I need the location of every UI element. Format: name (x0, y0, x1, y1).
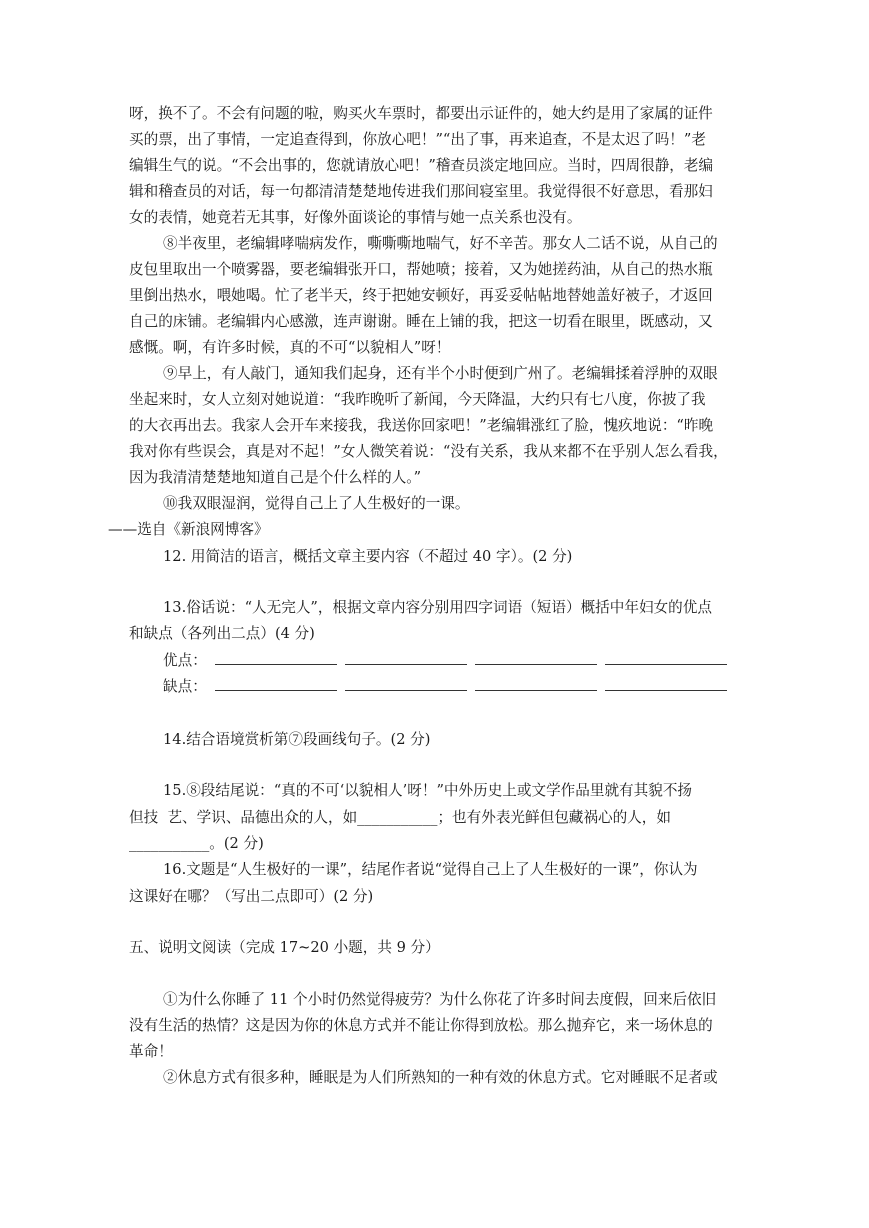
story-line: 皮包里取出一个喷雾器，要老编辑张开口，帮她喷；接着，又为她搓药油，从自己的热水瓶 (129, 261, 713, 278)
story-line: 里倒出热水，喂她喝。忙了老半天，终于把她安顿好，再妥妥帖帖地替她盖好被子，才返回 (129, 287, 713, 304)
answer-blank[interactable] (605, 690, 727, 691)
question-15-line: ___________。(2 分) (129, 835, 264, 852)
answer-blank[interactable] (475, 690, 597, 691)
question-15-line: 但技 艺、学识、品德出众的人，如___________；也有外表光鲜但包藏祸心的人，如 (129, 809, 671, 826)
story-line: 买的票，出了事情，一定追查得到，你放心吧！”“出了事，再来追查，不是太迟了吗！”老 (129, 131, 706, 148)
section-line: 革命！ (129, 1043, 173, 1060)
story-line: 因为我清清楚楚地知道自己是个什么样的人。” (129, 469, 422, 486)
answer-blank[interactable] (475, 664, 597, 665)
section-line: ②休息方式有很多种，睡眠是为人们所熟知的一种有效的休息方式。它对睡眠不足者或 (163, 1069, 718, 1086)
answer-row-good (163, 651, 763, 671)
story-line: ⑩我双眼湿润，觉得自己上了人生极好的一课。 (163, 495, 470, 512)
section-line: ①为什么你睡了 11 个小时仍然觉得疲劳？为什么你花了许多时间去度假，回来后依旧 (163, 991, 717, 1008)
question-12: 12. 用简洁的语言，概括文章主要内容（不超过 40 字）。(2 分) (163, 548, 573, 565)
question-14: 14.结合语境赏析第⑦段画线句子。(2 分) (163, 731, 431, 748)
section-line: 没有生活的热情？这是因为你的休息方式并不能让你得到放松。那么抛弃它，来一场休息的 (129, 1017, 713, 1034)
question-13-line: 13.俗话说：“人无完人”，根据文章内容分别用四字词语（短语）概括中年妇女的优点 (163, 599, 712, 616)
label-good: 优点： (163, 652, 207, 669)
question-13-line: 和缺点（各列出二点）(4 分) (129, 625, 315, 642)
question-16-line: 这课好在哪？（写出二点即可）(2 分) (129, 888, 374, 905)
story-line: 呀，换不了。不会有问题的啦，购买火车票时，都要出示证件的，她大约是用了家属的证件 (129, 105, 713, 122)
answer-blank[interactable] (345, 664, 467, 665)
label-bad: 缺点： (163, 678, 207, 695)
story-line: ⑧半夜里，老编辑哮喘病发作，嘶嘶嘶地喘气，好不辛苦。那女人二话不说，从自己的 (163, 235, 718, 252)
story-line: 编辑生气的说。“不会出事的，您就请放心吧！”稽查员淡定地回应。当时，四周很静，老编 (129, 157, 714, 174)
question-16-line: 16.文题是“人生极好的一课”，结尾作者说“觉得自己上了人生极好的一课”，你认为 (163, 861, 698, 878)
story-line: ⑨早上，有人敲门，通知我们起身，还有半个小时便到广州了。老编辑揉着浮肿的双眼 (163, 365, 718, 382)
answer-row-bad (163, 677, 763, 697)
source-citation: ——选自《新浪网博客》 (108, 521, 269, 538)
story-line: 女的表情，她竟若无其事，好像外面谈论的事情与她一点关系也没有。 (129, 209, 582, 226)
story-line: 坐起来时，女人立刻对她说道：“我昨晚听了新闻，今天降温，大约只有七八度，你披了我 (129, 391, 706, 408)
story-line: 感慨。啊，有许多时候，真的不可“以貌相人”呀！ (129, 339, 451, 356)
question-15-line: 15.⑧段结尾说：“真的不可‘以貌相人’呀！”中外历史上或文学作品里就有其貌不扬 (163, 782, 693, 799)
answer-blank[interactable] (215, 690, 337, 691)
story-line: 自己的床铺。老编辑内心感激，连声谢谢。睡在上铺的我，把这一切看在眼里，既感动，又 (129, 313, 713, 330)
answer-blank[interactable] (345, 690, 467, 691)
answer-blank[interactable] (215, 664, 337, 665)
answer-blank[interactable] (605, 664, 727, 665)
story-line: 我对你有些误会，真是对不起！”女人微笑着说：“没有关系，我从来都不在乎别人怎么看我， (129, 443, 728, 460)
story-line: 的大衣再出去。我家人会开车来接我，我送你回家吧！”老编辑涨红了脸，愧疚地说：“昨晚 (129, 417, 714, 434)
story-line: 辑和稽查员的对话，每一句都清清楚楚地传进我们那间寝室里。我觉得很不好意思，看那妇 (129, 183, 713, 200)
section-heading: 五、说明文阅读（完成 17~20 小题，共 9 分） (129, 939, 440, 956)
